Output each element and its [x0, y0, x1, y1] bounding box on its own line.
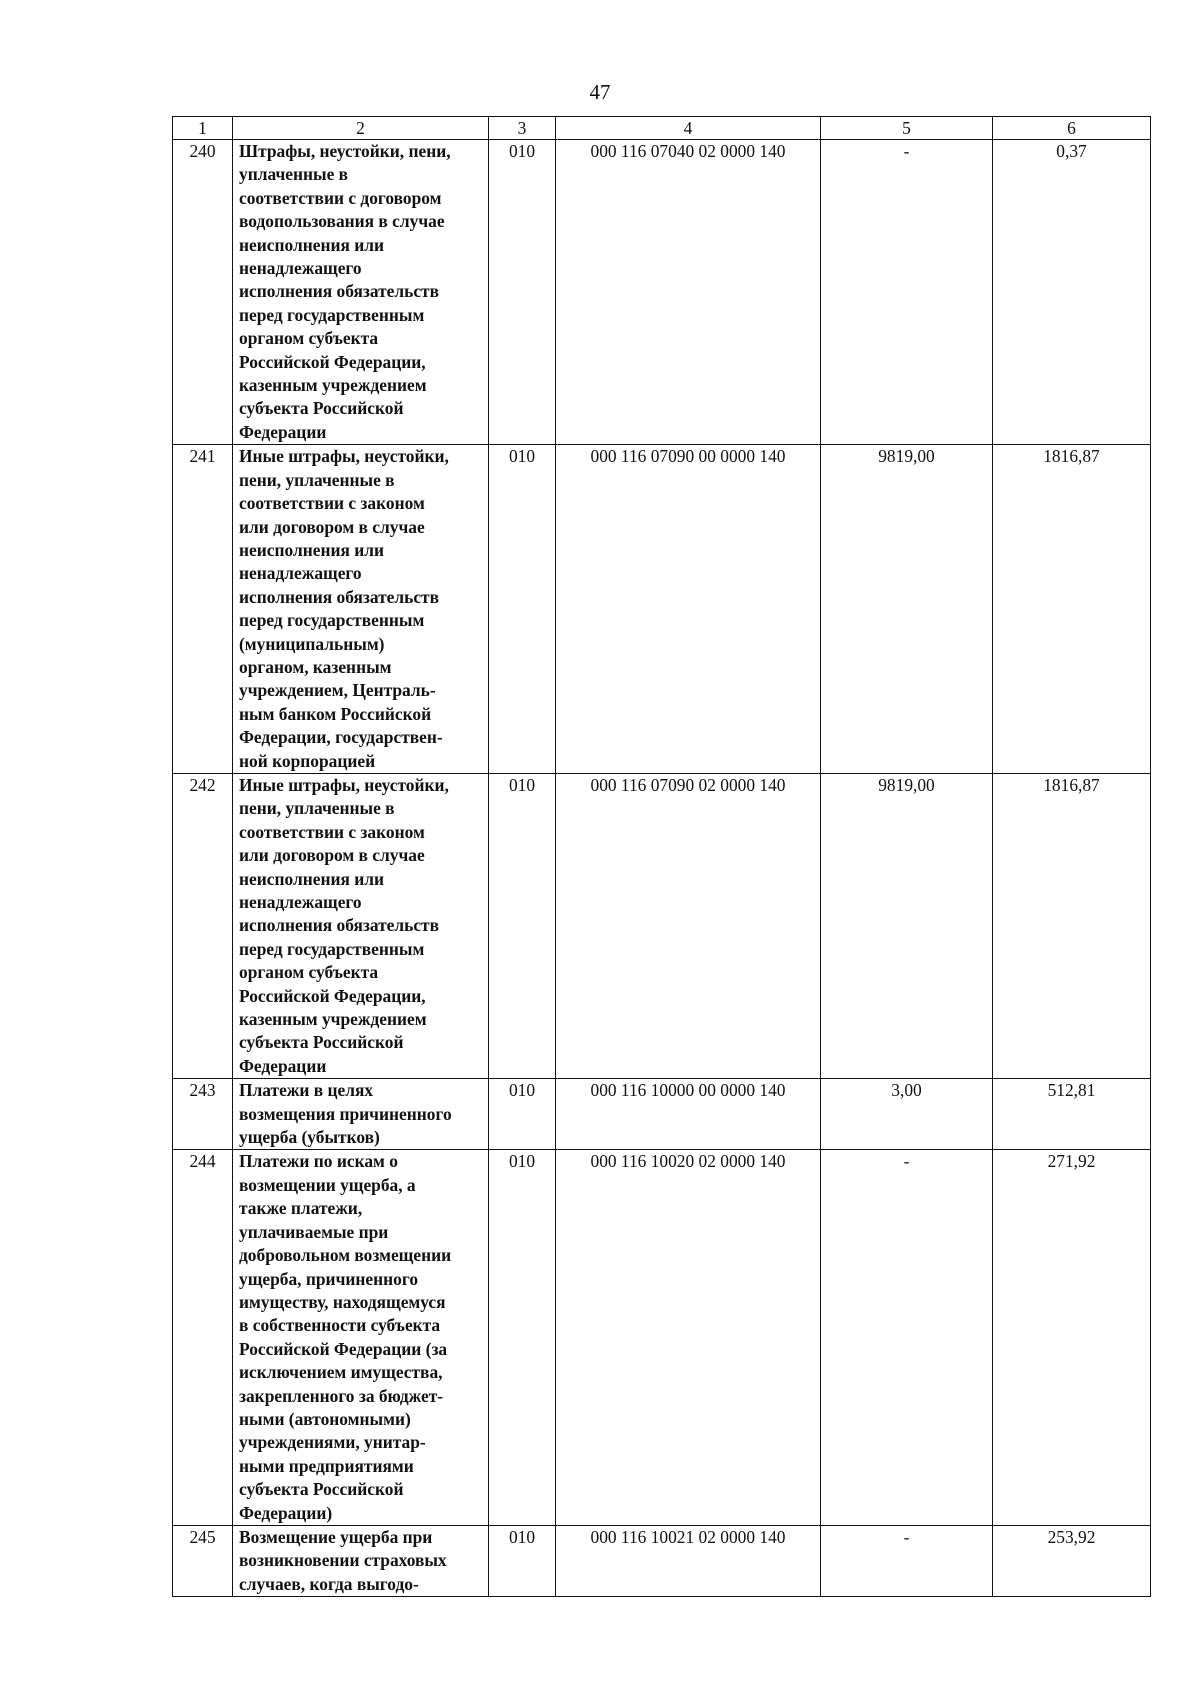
revenue-name-line: неисполнения или [239, 234, 385, 255]
revenue-name-cell [233, 1079, 489, 1150]
revenue-name-line: пени, уплаченные в [239, 469, 395, 490]
budget-table [172, 116, 1151, 1597]
revenue-name-line: уплачиваемые при [239, 1221, 389, 1242]
revenue-name-line: исполнения обязательств [239, 586, 439, 607]
row-number-cell: 244 [173, 1150, 233, 1526]
table-row [173, 1150, 1151, 1526]
budget-classification-code-cell: 000 116 07040 02 0000 140 [556, 140, 821, 445]
row-number-cell: 242 [173, 773, 233, 1078]
table-row [173, 140, 1151, 445]
revenue-name-line: Федерации, государствен- [239, 727, 443, 748]
revenue-name-cell [233, 773, 489, 1078]
revenue-name-line: перед государственным [239, 938, 425, 959]
budget-classification-code-cell: 000 116 07090 02 0000 140 [556, 773, 821, 1078]
revenue-name-line: органом субъекта [239, 962, 379, 983]
revenue-name-line: также платежи, [239, 1198, 363, 1219]
revenue-name-line: перед государственным [239, 304, 425, 325]
revenue-name-line: (муниципальным) [239, 633, 385, 654]
column6-value-cell: 512,81 [993, 1079, 1151, 1150]
revenue-name-line: Российской Федерации, [239, 985, 426, 1006]
revenue-name-line: пени, уплаченные в [239, 798, 395, 819]
revenue-name-line: учреждением, Централь- [239, 680, 436, 701]
column6-value-cell: 1816,87 [993, 445, 1151, 774]
revenue-name-line: Российской Федерации (за [239, 1338, 448, 1359]
column5-value-cell: - [821, 1150, 993, 1526]
column-header: 2 [233, 117, 489, 140]
revenue-name-line: Федерации [239, 1055, 327, 1076]
column-header: 5 [821, 117, 993, 140]
revenue-name-line: ной корпорацией [239, 750, 376, 771]
column5-value-cell: 3,00 [821, 1079, 993, 1150]
table-row [173, 773, 1151, 1078]
revenue-name-line: ненадлежащего [239, 563, 362, 584]
column-header: 1 [173, 117, 233, 140]
revenue-name-line: органом, казенным [239, 656, 392, 677]
revenue-name-line: казенным учреждением [239, 375, 427, 396]
column5-value-cell: - [821, 140, 993, 445]
admin-code-cell: 010 [489, 140, 556, 445]
row-number-cell: 240 [173, 140, 233, 445]
revenue-name-line: Платежи по искам о [239, 1151, 398, 1172]
revenue-name-line: имуществу, находящемуся [239, 1291, 446, 1312]
revenue-name-line: Штрафы, неустойки, пени, [239, 141, 451, 161]
revenue-name-line: Федерации [239, 421, 327, 442]
revenue-name-line: ными предприятиями [239, 1455, 414, 1476]
revenue-name-line: ущерба, причиненного [239, 1268, 419, 1289]
revenue-name-cell [233, 140, 489, 445]
revenue-name-cell [233, 1525, 489, 1596]
revenue-name-line: Иные штрафы, неустойки, [239, 446, 449, 467]
column5-value-cell: - [821, 1525, 993, 1596]
table-row [173, 1525, 1151, 1596]
admin-code-cell: 010 [489, 1525, 556, 1596]
budget-classification-code-cell: 000 116 10000 00 0000 140 [556, 1079, 821, 1150]
revenue-name-cell [233, 1150, 489, 1526]
revenue-name-line: Российской Федерации, [239, 351, 426, 372]
revenue-name-line: закрепленного за бюджет- [239, 1385, 444, 1406]
column5-value-cell: 9819,00 [821, 445, 993, 774]
revenue-name-line: перед государственным [239, 610, 425, 631]
revenue-name-line: субъекта Российской [239, 398, 404, 419]
revenue-name-line: ненадлежащего [239, 892, 362, 912]
revenue-name-line: учреждениями, унитар- [239, 1432, 426, 1453]
admin-code-cell: 010 [489, 773, 556, 1078]
revenue-name-line: исключением имущества, [239, 1362, 443, 1383]
column6-value-cell: 0,37 [993, 140, 1151, 445]
revenue-name-line: Платежи в целях [239, 1080, 374, 1101]
admin-code-cell: 010 [489, 1150, 556, 1526]
admin-code-cell: 010 [489, 445, 556, 774]
revenue-name-line: Возмещение ущерба при [239, 1526, 433, 1547]
revenue-name-line: водопользования в случае [239, 211, 445, 232]
table-row [173, 1079, 1151, 1150]
revenue-name-line: субъекта Российской [239, 1032, 404, 1053]
column-header: 6 [993, 117, 1151, 140]
revenue-name-line: уплаченные в [239, 164, 349, 185]
row-number-cell: 245 [173, 1525, 233, 1596]
admin-code-cell: 010 [489, 1079, 556, 1150]
revenue-name-line: соответствии с законом [239, 493, 425, 514]
revenue-name-line: случаев, когда выгодо- [239, 1573, 419, 1594]
column-header: 3 [489, 117, 556, 140]
table-row [173, 445, 1151, 774]
revenue-name-line: соответствии с законом [239, 821, 425, 842]
revenue-name-line: или договором в случае [239, 516, 425, 537]
revenue-name-line: возмещения причиненного [239, 1103, 452, 1124]
column6-value-cell: 1816,87 [993, 773, 1151, 1078]
page-number: 47 [589, 80, 611, 104]
revenue-name-line: исполнения обязательств [239, 915, 439, 936]
revenue-name-line: ненадлежащего [239, 258, 362, 279]
column-header: 4 [556, 117, 821, 140]
header-row [173, 117, 1151, 140]
revenue-name-line: добровольном возмещении [239, 1245, 452, 1266]
revenue-name-line: Иные штрафы, неустойки, [239, 774, 449, 795]
column6-value-cell: 253,92 [993, 1525, 1151, 1596]
revenue-name-line: исполнения обязательств [239, 281, 439, 302]
budget-classification-code-cell: 000 116 07090 00 0000 140 [556, 445, 821, 774]
column6-value-cell: 271,92 [993, 1150, 1151, 1526]
column5-value-cell: 9819,00 [821, 773, 993, 1078]
revenue-name-line: возмещении ущерба, а [239, 1174, 416, 1195]
revenue-name-cell [233, 445, 489, 774]
revenue-name-line: казенным учреждением [239, 1009, 427, 1030]
revenue-name-line: органом субъекта [239, 328, 379, 349]
row-number-cell: 241 [173, 445, 233, 774]
revenue-name-line: неисполнения или [239, 868, 385, 889]
revenue-name-line: в собственности субъекта [239, 1315, 441, 1336]
revenue-name-line: ущерба (убытков) [239, 1127, 380, 1148]
revenue-name-line: возникновении страховых [239, 1550, 447, 1571]
revenue-name-line: ным банком Российской [239, 703, 432, 724]
revenue-name-line: субъекта Российской [239, 1479, 404, 1500]
revenue-name-line: соответствии с договором [239, 187, 442, 208]
revenue-name-line: ными (автономными) [239, 1408, 411, 1429]
revenue-name-line: Федерации) [239, 1502, 333, 1523]
budget-classification-code-cell: 000 116 10020 02 0000 140 [556, 1150, 821, 1526]
revenue-name-line: неисполнения или [239, 539, 385, 560]
revenue-name-line: или договором в случае [239, 845, 425, 866]
budget-classification-code-cell: 000 116 10021 02 0000 140 [556, 1525, 821, 1596]
row-number-cell: 243 [173, 1079, 233, 1150]
